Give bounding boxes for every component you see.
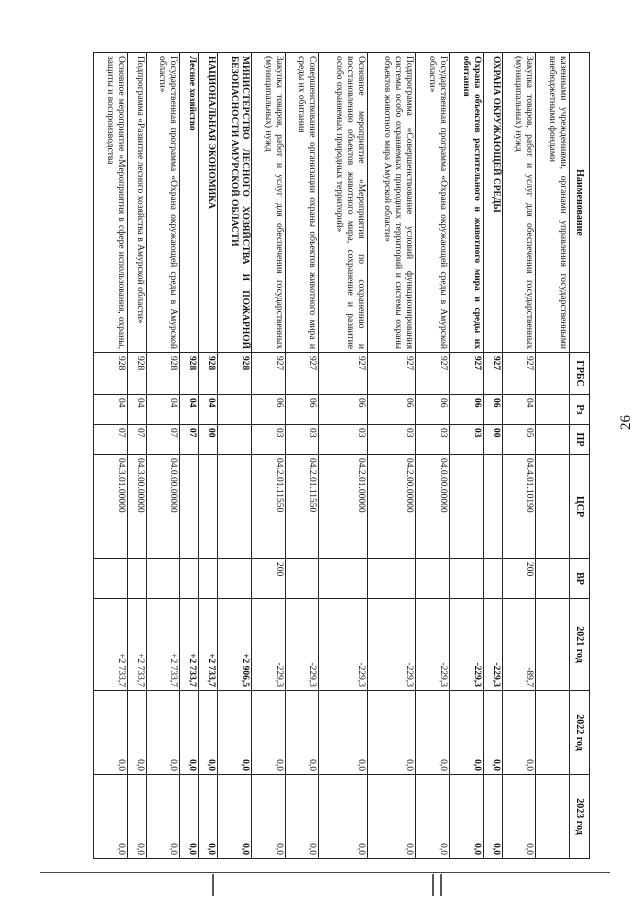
table-row	[218, 53, 252, 859]
header-pr: ПР	[570, 425, 590, 455]
row-2023: 0,0	[146, 775, 180, 859]
row-rz: 04	[146, 395, 180, 425]
row-pr	[536, 425, 570, 455]
row-grbs: 927	[502, 353, 536, 395]
row-vr	[218, 559, 252, 599]
header-2022: 2022 год	[570, 691, 590, 775]
scan-mark	[440, 874, 442, 896]
row-pr: 07	[180, 425, 199, 455]
row-2022: 0,0	[483, 691, 502, 775]
row-pr: 07	[146, 425, 180, 455]
row-2022: 0,0	[94, 691, 128, 775]
row-name: Совершенствование организации охраны объектов животного мира и среды их обитания	[285, 53, 319, 353]
row-csr: 04.3.01.00000	[94, 455, 128, 559]
row-2021	[536, 599, 570, 691]
row-pr: 03	[319, 425, 368, 455]
row-grbs: 927	[416, 353, 450, 395]
row-2021: -229,3	[483, 599, 502, 691]
row-name: Государственная программа «Охрана окружающей среды в Амурской области»	[146, 53, 180, 353]
row-csr	[483, 455, 502, 559]
row-vr	[319, 559, 368, 599]
row-grbs: 927	[483, 353, 502, 395]
row-name: Закупка товаров, работ и услуг для обеспечения государственных (муниципальных) нужд	[502, 53, 536, 353]
header-2023: 2023 год	[570, 775, 590, 859]
row-2021: -229,3	[450, 599, 484, 691]
row-grbs: 928	[146, 353, 180, 395]
row-vr	[416, 559, 450, 599]
table-row	[416, 53, 450, 859]
row-rz: 04	[199, 395, 218, 425]
row-name: ОХРАНА ОКРУЖАЮЩЕЙ СРЕДЫ	[483, 53, 502, 353]
row-vr	[285, 559, 319, 599]
table-row	[502, 53, 536, 859]
scan-mark	[432, 874, 434, 896]
row-2022: 0,0	[127, 691, 146, 775]
row-2021: -229,3	[367, 599, 416, 691]
page-number: 26	[618, 415, 634, 430]
row-2022: 0,0	[319, 691, 368, 775]
row-csr: 04.3.00.00000	[127, 455, 146, 559]
row-vr	[146, 559, 180, 599]
row-csr	[180, 455, 199, 559]
row-csr	[450, 455, 484, 559]
table-row	[319, 53, 368, 859]
row-rz: 04	[180, 395, 199, 425]
row-csr	[536, 455, 570, 559]
table-row	[146, 53, 180, 859]
row-pr: 03	[416, 425, 450, 455]
row-rz: 04	[94, 395, 128, 425]
row-2022: 0,0	[416, 691, 450, 775]
row-2023: 0,0	[502, 775, 536, 859]
row-name: Подпрограмма «Совершенствование условий функционирования системы особо охраняемых природных территорий и системы охраны объектов животного мира Амурской области»	[367, 53, 416, 353]
table-row	[367, 53, 416, 859]
row-2022: 0,0	[285, 691, 319, 775]
row-rz: 06	[367, 395, 416, 425]
header-vr: ВР	[570, 559, 590, 599]
table-row	[251, 53, 285, 859]
row-pr	[218, 425, 252, 455]
row-vr	[127, 559, 146, 599]
table-row	[450, 53, 484, 859]
row-grbs: 927	[319, 353, 368, 395]
budget-table-rotated	[93, 52, 590, 858]
row-csr: 04.0.00.00000	[416, 455, 450, 559]
header-2021: 2021 год	[570, 599, 590, 691]
row-2022: 0,0	[502, 691, 536, 775]
row-2023: 0,0	[416, 775, 450, 859]
row-grbs: 928	[218, 353, 252, 395]
row-2023: 0,0	[180, 775, 199, 859]
row-vr	[483, 559, 502, 599]
row-rz	[536, 395, 570, 425]
row-pr: 03	[450, 425, 484, 455]
row-vr	[199, 559, 218, 599]
row-2022: 0,0	[180, 691, 199, 775]
row-name: Основное мероприятие «Мероприятия по сохранению и восстановлению объектов животного мира, сохранение и развитие особо охраняемых природных территорий»	[319, 53, 368, 353]
row-2023: 0,0	[450, 775, 484, 859]
row-pr: 07	[127, 425, 146, 455]
row-grbs: 928	[180, 353, 199, 395]
row-name: Охрана объектов растительного и животного мира и среды их обитания	[450, 53, 484, 353]
row-pr: 05	[502, 425, 536, 455]
row-2023	[536, 775, 570, 859]
row-name: Государственная программа «Охрана окружающей среды в Амурской области»	[416, 53, 450, 353]
row-2022: 0,0	[251, 691, 285, 775]
row-2022	[536, 691, 570, 775]
row-2022: 0,0	[218, 691, 252, 775]
row-rz: 06	[416, 395, 450, 425]
row-vr	[536, 559, 570, 599]
row-rz: 06	[285, 395, 319, 425]
row-rz: 04	[127, 395, 146, 425]
row-2021: -229,3	[285, 599, 319, 691]
table-row	[94, 53, 128, 859]
row-csr	[199, 455, 218, 559]
row-rz: 06	[450, 395, 484, 425]
row-csr: 04.4.01.10190	[502, 455, 536, 559]
row-name: НАЦИОНАЛЬНАЯ ЭКОНОМИКА	[199, 53, 218, 353]
table-header-row	[570, 53, 590, 859]
row-2021: -89,7	[502, 599, 536, 691]
budget-table	[93, 52, 590, 859]
scan-mark	[212, 874, 214, 896]
row-grbs: 927	[285, 353, 319, 395]
row-2023: 0,0	[94, 775, 128, 859]
row-name: МИНИСТЕРСТВО ЛЕСНОГО ХОЗЯЙСТВА И ПОЖАРНОЙ БЕЗОПАСНОСТИ АМУРСКОЙ ОБЛАСТИ	[218, 53, 252, 353]
row-vr	[94, 559, 128, 599]
scan-edge-line	[40, 872, 610, 873]
row-2023: 0,0	[251, 775, 285, 859]
row-2021: +2 906,5	[218, 599, 252, 691]
row-pr: 00	[199, 425, 218, 455]
row-grbs: 927	[367, 353, 416, 395]
row-vr	[450, 559, 484, 599]
row-name: Подпрограмма «Развитие лесного хозяйства в Амурской области»	[127, 53, 146, 353]
row-pr: 03	[251, 425, 285, 455]
row-grbs	[536, 353, 570, 395]
row-2023: 0,0	[127, 775, 146, 859]
row-csr: 04.2.00.00000	[367, 455, 416, 559]
row-pr: 07	[94, 425, 128, 455]
row-grbs: 927	[251, 353, 285, 395]
row-2021: +2 733,7	[94, 599, 128, 691]
row-name: казенными учреждениями, органами управления государственными внебюджетными фондами	[536, 53, 570, 353]
row-2021: +2 733,7	[180, 599, 199, 691]
row-rz: 06	[319, 395, 368, 425]
row-vr	[180, 559, 199, 599]
row-grbs: 928	[127, 353, 146, 395]
header-name: Наименование	[570, 53, 590, 353]
row-rz: 06	[483, 395, 502, 425]
table-row	[483, 53, 502, 859]
row-2023: 0,0	[199, 775, 218, 859]
row-csr: 04.0.00.00000	[146, 455, 180, 559]
header-csr: ЦСР	[570, 455, 590, 559]
row-csr: 04.2.01.00000	[319, 455, 368, 559]
row-2021: -229,3	[251, 599, 285, 691]
table-row	[285, 53, 319, 859]
row-csr: 04.2.01.11550	[251, 455, 285, 559]
table-row	[180, 53, 199, 859]
row-grbs: 927	[450, 353, 484, 395]
row-pr: 03	[367, 425, 416, 455]
row-pr: 00	[483, 425, 502, 455]
row-2022: 0,0	[367, 691, 416, 775]
row-2023: 0,0	[367, 775, 416, 859]
row-pr: 03	[285, 425, 319, 455]
row-2022: 0,0	[199, 691, 218, 775]
row-vr	[367, 559, 416, 599]
header-grbs: ГРБС	[570, 353, 590, 395]
row-rz: 04	[502, 395, 536, 425]
row-name: Лесное хозяйство	[180, 53, 199, 353]
row-2021: +2 733,7	[146, 599, 180, 691]
row-2023: 0,0	[483, 775, 502, 859]
row-name: Основное мероприятие «Мероприятия в сфере использования, охраны, защиты и воспроизводства	[94, 53, 128, 353]
row-grbs: 928	[199, 353, 218, 395]
table-row	[199, 53, 218, 859]
row-2021: +2 733,7	[199, 599, 218, 691]
row-rz	[218, 395, 252, 425]
row-vr: 200	[251, 559, 285, 599]
row-name: Закупка товаров, работ и услуг для обеспечения государственных (муниципальных) нужд	[251, 53, 285, 353]
row-2021: -229,3	[416, 599, 450, 691]
table-row	[127, 53, 146, 859]
row-2023: 0,0	[319, 775, 368, 859]
row-2021: +2 733,7	[127, 599, 146, 691]
row-2021: -229,3	[319, 599, 368, 691]
row-2022: 0,0	[146, 691, 180, 775]
row-2023: 0,0	[218, 775, 252, 859]
header-rz: Рз	[570, 395, 590, 425]
row-rz: 06	[251, 395, 285, 425]
row-csr: 04.2.01.11550	[285, 455, 319, 559]
row-grbs: 928	[94, 353, 128, 395]
row-csr	[218, 455, 252, 559]
row-2022: 0,0	[450, 691, 484, 775]
table-row	[536, 53, 570, 859]
row-vr: 200	[502, 559, 536, 599]
row-2023: 0,0	[285, 775, 319, 859]
